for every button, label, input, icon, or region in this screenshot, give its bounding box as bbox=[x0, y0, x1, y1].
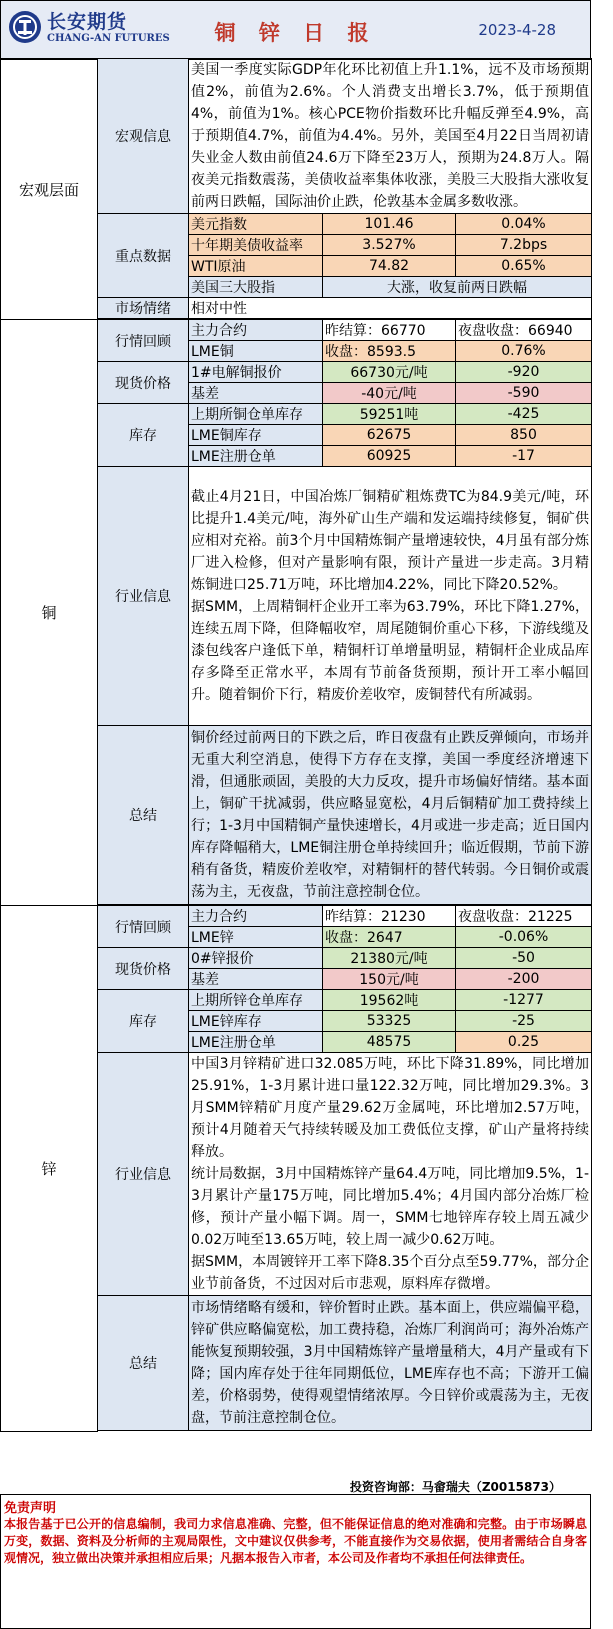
key-row-change: 0.65% bbox=[456, 256, 592, 277]
cu-industry-text bbox=[189, 467, 592, 726]
cu-stock-v2: -17 bbox=[456, 446, 592, 467]
macro-info-text: 美国一季度实际GDP年化环比初值上升1.1%，远不及市场预期值2%，前值为2.6%。个人消费支出增长3.7%，低于预期值4%，前值为1%。核心PCE物价指数环比升幅反弹至4.9%，高于预期值4.7%，前值为4.4%。另外，美国至4月22日当周初请失业金人数由前值24.6万下降至23万人，预期为24.8万人。隔夜美元指数震荡，美债收益率集体收涨，美股三大股指大涨收复前两日跌幅，国际油价止跌，伦敦基本金属多数收涨。 bbox=[189, 59, 592, 214]
zn-industry-para: 据SMM，本周镀锌开工率下降8.35个百分点至59.77%，部分企业节前备货，不过因对后市悲观，原料库存微增。 bbox=[191, 1254, 589, 1292]
cu-stock-v1: 60925 bbox=[323, 446, 456, 467]
stocks-value: 大涨，收复前两日跌幅 bbox=[323, 277, 592, 298]
zn-market-v1: 昨结算：21230 bbox=[323, 906, 456, 927]
cu-market-v1: 昨结算：66770 bbox=[323, 320, 456, 341]
cu-spot-name: 1#电解铜报价 bbox=[189, 362, 323, 383]
cu-spot-v2: -590 bbox=[456, 383, 592, 404]
disclaimer-title: 免责声明 bbox=[4, 1501, 57, 1516]
cu-spot-name: 基差 bbox=[189, 383, 323, 404]
mood-label: 市场情绪 bbox=[98, 298, 189, 319]
cu-market-v2: 0.76% bbox=[456, 341, 592, 362]
zn-industry-para: 统计局数据，3月中国精炼锌产量64.4万吨，同比增加9.5%，1-3月累计产量175万吨，同比增加5.4%；4月国内部分冶炼厂检修，预计产量小幅下调。周一，SMM七地锌库存较上周五减少0.02万吨至13.65万吨，较上周一减少0.62万吨。 bbox=[191, 1166, 589, 1248]
zn-industry-label: 行业信息 bbox=[98, 1053, 189, 1296]
zn-spot-v2: -200 bbox=[456, 969, 592, 990]
section-macro: 宏观层面 bbox=[1, 59, 98, 320]
section-copper: 铜 bbox=[1, 320, 98, 906]
zn-industry-text bbox=[189, 1053, 592, 1296]
cu-stock-v2: -425 bbox=[456, 404, 592, 425]
key-row-change: 0.04% bbox=[456, 214, 592, 235]
key-row-value: 3.527% bbox=[323, 235, 456, 256]
zn-market-v2: -0.06% bbox=[456, 927, 592, 948]
key-row-name: 十年期美债收益率 bbox=[189, 235, 323, 256]
cu-stock-name: LME注册仓单 bbox=[189, 446, 323, 467]
author-credit: 投资咨询部：马畲瑞夫（Z0015873） bbox=[349, 1480, 561, 1494]
cu-industry-para: 截止4月21日，中国冶炼厂铜精矿粗炼费TC为84.9美元/吨，环比提升1.4美元/吨，海外矿山生产端和发运端持续修复，铜矿供应相对充裕。前3个月中国精炼铜产量增速较快，4月虽有部分炼厂进入检修，但对产量影响有限，预计产量进一步走高。3月精炼铜进口25.71万吨，环比增加4.22%，同比下降20.52%。 bbox=[191, 489, 589, 593]
report-table bbox=[0, 58, 592, 1432]
brand-name-en: CHANG-AN FUTURES bbox=[47, 33, 170, 44]
cu-industry-para: 据SMM，上周精铜杆企业开工率为63.79%，环比下降1.27%，连续五周下降，但降幅收窄，周尾随铜价重心下移，下游线缆及漆包线客户逢低下单，精铜杆订单增量明显，精铜杆企业成品库存多降至正常水平，本周有节前备货预期，预计开工率小幅回升。随着铜价下行，精废价差收窄，废铜替代有所减弱。 bbox=[191, 599, 589, 703]
cu-market-v1: 收盘：8593.5 bbox=[323, 341, 456, 362]
zn-market-name: LME锌 bbox=[189, 927, 323, 948]
report-title: 铜 锌 日 报 bbox=[214, 21, 377, 45]
cu-spot-v1: -40元/吨 bbox=[323, 383, 456, 404]
zn-spot-v1: 150元/吨 bbox=[323, 969, 456, 990]
zn-stock-v1: 19562吨 bbox=[323, 990, 456, 1011]
cu-stock-name: LME铜库存 bbox=[189, 425, 323, 446]
report-date: 2023-4-28 bbox=[478, 21, 556, 39]
cu-market-name: 主力合约 bbox=[189, 320, 323, 341]
zn-spot-label: 现货价格 bbox=[98, 948, 189, 990]
cu-market-v2: 夜盘收盘：66940 bbox=[456, 320, 592, 341]
zn-spot-name: 0#锌报价 bbox=[189, 948, 323, 969]
key-row-name: WTI原油 bbox=[189, 256, 323, 277]
zn-spot-v1: 21380元/吨 bbox=[323, 948, 456, 969]
zn-industry-para: 中国3月锌精矿进口32.085万吨，环比下降31.89%，同比增加25.91%，1-3月累计进口量122.32万吨，同比增加29.3%。3月SMM锌精矿月度产量29.62万金属吨，环比增加2.57万吨，预计4月随着天气持续转暖及加工费低位支撑，矿山产量将持续释放。 bbox=[191, 1056, 589, 1160]
disclaimer-text: 本报告基于已公开的信息编制，我司力求信息准确、完整，但不能保证信息的绝对准确和完整。由于市场瞬息万变，数据、资料及分析师的主观局限性，文中建议仅供参考，不能直接作为交易依据，使用者需结合自身客观情况，独立做出决策并承担相应后果；凡据本报告入市者，本公司及作者均不承担任何法律责任。 bbox=[4, 1517, 587, 1565]
section-zinc: 锌 bbox=[1, 906, 98, 1432]
mood-value: 相对中性 bbox=[189, 298, 592, 319]
cu-stock-v1: 62675 bbox=[323, 425, 456, 446]
zn-spot-v2: -50 bbox=[456, 948, 592, 969]
key-row-name: 美元指数 bbox=[189, 214, 323, 235]
cu-spot-label: 现货价格 bbox=[98, 362, 189, 404]
cu-summary-text: 铜价经过前两日的下跌之后，昨日夜盘有止跌反弹倾向，市场并无重大利空消息，使得下方存在支撑，美国一季度经济增速下滑，但通胀顽固，美股的大力反攻，提升市场偏好情绪。基本面上，铜矿干扰减弱，供应略显宽松，4月后铜精矿加工费持续上行；1-3月中国精铜产量快速增长，4月或进一步走高；近日国内库存降幅稍大，LME铜注册仓单持续回升；临近假期，节前下游稍有备货，精废价差收窄，对精铜杆的替代转弱。今日铜价或震荡为主，无夜盘，节前注意控制仓位。 bbox=[189, 726, 592, 905]
cu-spot-v1: 66730元/吨 bbox=[323, 362, 456, 383]
zn-market-label: 行情回顾 bbox=[98, 906, 189, 948]
cu-market-label: 行情回顾 bbox=[98, 320, 189, 362]
zn-spot-name: 基差 bbox=[189, 969, 323, 990]
cu-spot-v2: -920 bbox=[456, 362, 592, 383]
cu-stock-name: 上期所铜仓单库存 bbox=[189, 404, 323, 425]
disclaimer-box bbox=[0, 1494, 591, 1629]
zn-summary-label: 总结 bbox=[98, 1296, 189, 1431]
cu-industry-label: 行业信息 bbox=[98, 467, 189, 726]
zn-market-v2: 夜盘收盘：21225 bbox=[456, 906, 592, 927]
zn-stock-name: 上期所锌仓单库存 bbox=[189, 990, 323, 1011]
key-row-change: 7.2bps bbox=[456, 235, 592, 256]
key-data-label: 重点数据 bbox=[98, 214, 189, 298]
zn-stock-v1: 53325 bbox=[323, 1011, 456, 1032]
key-row-value: 74.82 bbox=[323, 256, 456, 277]
zn-stock-v1: 48575 bbox=[323, 1032, 456, 1053]
zn-stock-name: LME锌库存 bbox=[189, 1011, 323, 1032]
zn-stock-v2: 0.25 bbox=[456, 1032, 592, 1053]
key-row-value: 101.46 bbox=[323, 214, 456, 235]
brand-name-cn: 长安期货 bbox=[47, 11, 128, 33]
zn-stock-label: 库存 bbox=[98, 990, 189, 1053]
macro-info-label: 宏观信息 bbox=[98, 59, 189, 214]
zn-stock-v2: -25 bbox=[456, 1011, 592, 1032]
zn-market-name: 主力合约 bbox=[189, 906, 323, 927]
cu-stock-label: 库存 bbox=[98, 404, 189, 467]
cu-stock-v2: 850 bbox=[456, 425, 592, 446]
zn-stock-v2: -1277 bbox=[456, 990, 592, 1011]
cu-stock-v1: 59251吨 bbox=[323, 404, 456, 425]
zn-stock-name: LME注册仓单 bbox=[189, 1032, 323, 1053]
report-header bbox=[0, 0, 591, 60]
zn-summary-text: 市场情绪略有缓和，锌价暂时止跌。基本面上，供应端偏平稳，锌矿供应略偏宽松，加工费持稳，冶炼厂利润尚可；海外冶炼产能恢复预期较强，3月中国精炼锌产量增量稍大，4月产量或有下降；国内库存处于往年同期低位，LME库存也不高；下游开工偏差，价格弱势，使得观望情绪浓厚。今日锌价或震荡为主，无夜盘，节前注意控制仓位。 bbox=[189, 1296, 592, 1431]
cu-market-name: LME铜 bbox=[189, 341, 323, 362]
zn-market-v1: 收盘：2647 bbox=[323, 927, 456, 948]
cu-summary-label: 总结 bbox=[98, 726, 189, 905]
stocks-name: 美国三大股指 bbox=[189, 277, 323, 298]
